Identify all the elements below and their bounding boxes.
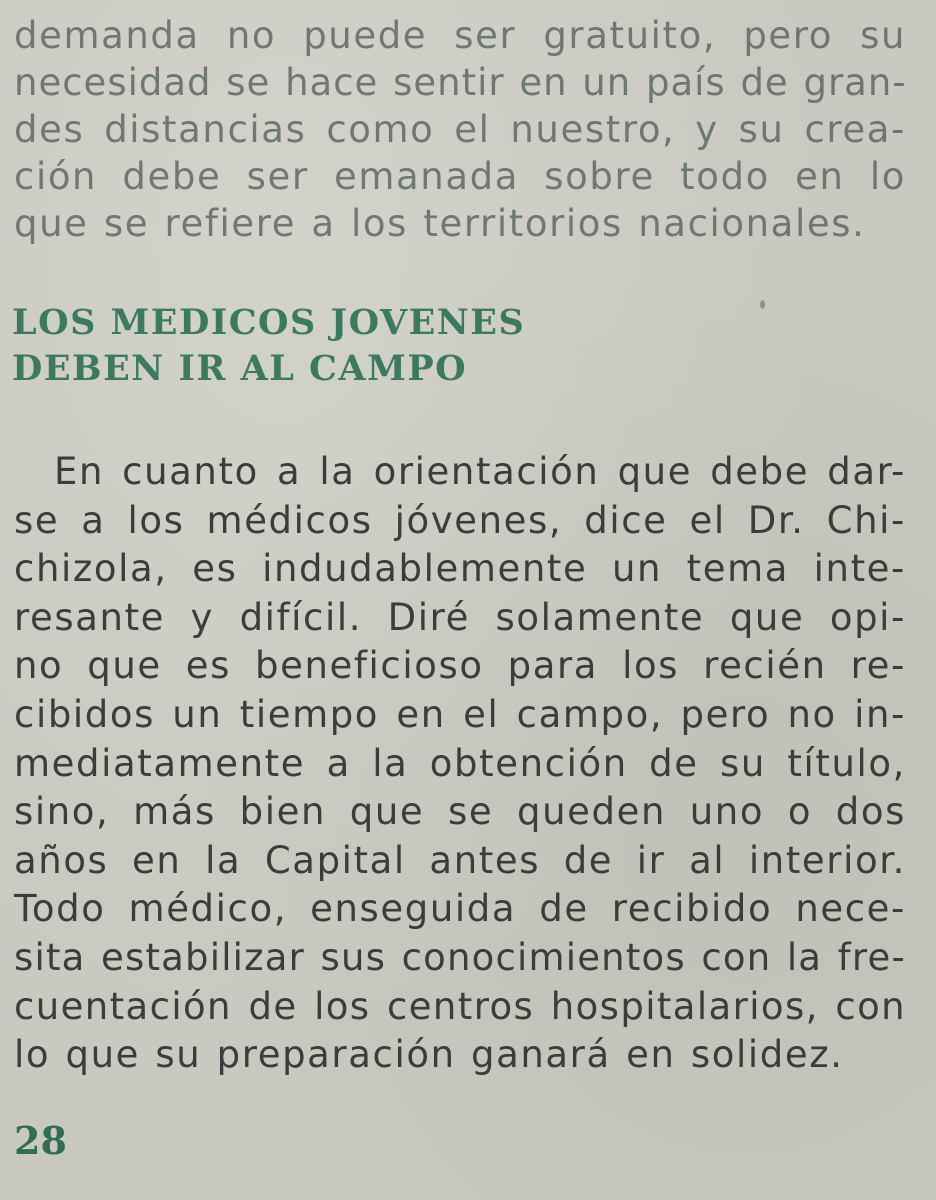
text-line: demanda no puede ser gratuito, pero su <box>14 14 906 57</box>
text-line: ción debe ser emanada sobre todo en lo <box>14 155 906 198</box>
heading-line: DEBEN IR AL CAMPO <box>12 348 468 389</box>
page-number: 28 <box>14 1118 67 1163</box>
text-line: lo que su preparación ganará en solidez. <box>14 1033 844 1077</box>
main-paragraph <box>14 448 906 1080</box>
top-paragraph <box>14 12 906 247</box>
text-line: años en la Capital antes de ir al interior. <box>14 838 906 882</box>
paper-speck <box>760 300 765 309</box>
heading-line: LOS MEDICOS JOVENES <box>12 302 526 343</box>
text-line: resante y difícil. Diré solamente que opi- <box>14 595 906 639</box>
text-line: sino, más bien que se queden uno o dos <box>14 790 906 834</box>
text-line: En cuanto a la orientación que debe dar- <box>54 450 906 493</box>
section-heading <box>12 300 712 392</box>
text-line: no que es beneficioso para los recién re- <box>14 644 906 688</box>
text-line: chizola, es indudablemente un tema inte- <box>14 547 906 591</box>
text-line: cibidos un tiempo en el campo, pero no in- <box>14 692 906 736</box>
text-line: que se refiere a los territorios nacionales. <box>14 202 866 245</box>
text-line: necesidad se hace sentir en un país de gran- <box>14 61 907 104</box>
text-line: sita estabilizar sus conocimientos con la fre- <box>14 935 906 979</box>
text-line: mediatamente a la obtención de su título, <box>14 741 906 785</box>
text-line: cuentación de los centros hospitalarios, con <box>14 984 906 1028</box>
text-line: Todo médico, enseguida de recibido nece- <box>14 887 906 931</box>
text-line: des distancias como el nuestro, y su crea- <box>14 108 906 151</box>
text-line: se a los médicos jóvenes, dice el Dr. Chi- <box>14 498 906 542</box>
